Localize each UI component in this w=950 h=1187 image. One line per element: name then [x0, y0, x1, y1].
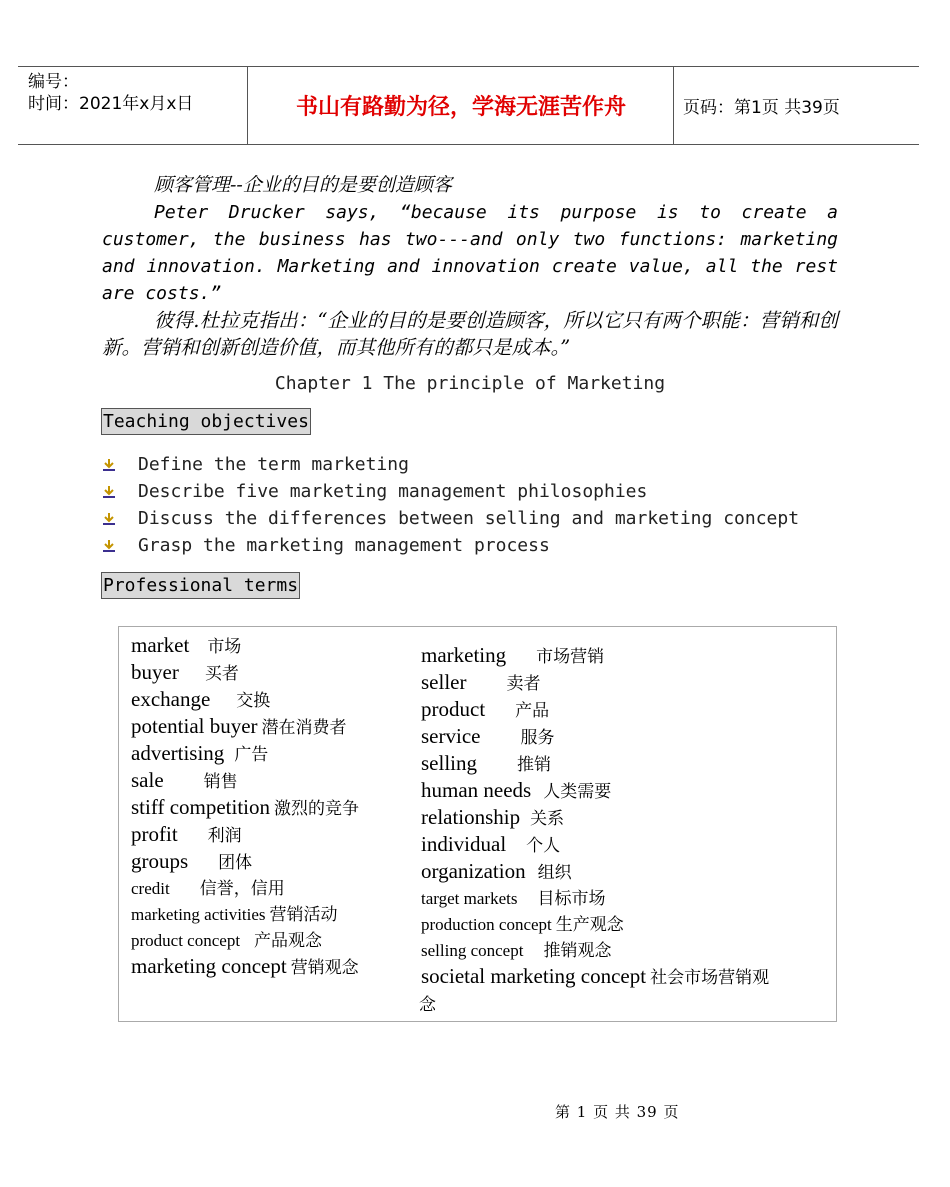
header-divider	[673, 67, 674, 144]
quote-english: Peter Drucker says, “because its purpose is to create a customer, the business has two---and only two functions: marketing and innovation. Marketing and innovation create value, all the rest are costs.”	[102, 202, 838, 304]
code-label: 编号：	[28, 72, 79, 92]
teaching-objectives-heading: Teaching objectives	[101, 408, 311, 435]
term-row	[421, 778, 769, 805]
term-chinese: 组织	[537, 863, 572, 883]
term-english: product concept	[131, 931, 241, 950]
header-page-info: 页码：第1页 共39页	[683, 98, 840, 118]
term-english: production concept	[421, 915, 552, 934]
term-english: marketing activities	[131, 905, 266, 924]
term-chinese: 激烈的竞争	[274, 799, 360, 819]
term-row	[131, 687, 359, 714]
list-item	[102, 451, 799, 478]
term-row	[421, 938, 769, 964]
term-row	[421, 697, 769, 724]
term-chinese: 交换	[236, 691, 271, 711]
header-divider	[247, 67, 248, 144]
term-english: societal marketing concept	[421, 964, 647, 988]
header-meta	[28, 71, 193, 115]
term-chinese: 产品	[515, 701, 550, 721]
term-english: groups	[131, 849, 189, 873]
term-chinese: 个人	[526, 836, 561, 856]
quote-title: 顾客管理--企业的目的是要创造顾客	[154, 174, 452, 196]
term-row	[131, 876, 359, 902]
list-item	[102, 478, 799, 505]
term-row	[421, 912, 769, 938]
objective-text: Grasp the marketing management process	[138, 535, 550, 556]
terms-table	[118, 626, 837, 1022]
term-chinese: 营销活动	[269, 905, 338, 925]
term-chinese: 推销	[517, 755, 551, 775]
term-row	[415, 991, 769, 1018]
term-english: service	[421, 724, 481, 748]
term-english: credit	[131, 879, 170, 898]
term-chinese: 卖者	[506, 674, 541, 694]
term-english: relationship	[421, 805, 521, 829]
document-header	[18, 66, 919, 145]
chapter-title: Chapter 1 The principle of Marketing	[274, 373, 666, 394]
term-english: seller	[421, 670, 467, 694]
terms-right-column	[421, 643, 769, 1018]
term-row	[421, 751, 769, 778]
term-english: exchange	[131, 687, 211, 711]
term-english: selling concept	[421, 941, 524, 960]
term-chinese: 社会市场营销观	[650, 968, 770, 988]
term-english: organization	[421, 859, 526, 883]
bullet-icon	[102, 458, 116, 472]
term-row	[131, 633, 359, 660]
term-row	[421, 724, 769, 751]
term-chinese: 服务	[520, 728, 555, 748]
term-row	[131, 849, 359, 876]
term-chinese: 利润	[207, 826, 242, 846]
term-chinese: 产品观念	[254, 931, 323, 951]
term-english: sale	[131, 768, 164, 792]
bullet-icon	[102, 485, 116, 499]
term-row	[421, 886, 769, 912]
term-english: selling	[421, 751, 477, 775]
term-english: advertising	[131, 741, 225, 765]
term-row	[131, 660, 359, 687]
term-chinese: 目标市场	[537, 889, 606, 909]
term-english: stiff competition	[131, 795, 271, 819]
term-english: profit	[131, 822, 178, 846]
term-row	[131, 902, 359, 928]
term-chinese: 市场	[207, 637, 242, 657]
list-item	[102, 505, 799, 532]
page-footer: 第 1 页 共 39 页	[555, 1103, 680, 1121]
bullet-icon	[102, 539, 116, 553]
term-english: buyer	[131, 660, 179, 684]
term-row	[131, 795, 359, 822]
term-row	[421, 832, 769, 859]
term-english: marketing concept	[131, 954, 287, 978]
term-row	[131, 954, 359, 981]
term-chinese: 潜在消费者	[261, 718, 347, 738]
term-chinese: 推销观念	[543, 941, 612, 961]
term-row	[131, 741, 359, 768]
term-english: market	[131, 633, 190, 657]
term-english: individual	[421, 832, 507, 856]
objective-text: Describe five marketing management philosophies	[138, 481, 648, 502]
term-row	[421, 643, 769, 670]
objectives-list	[102, 451, 799, 559]
term-chinese: 买者	[204, 664, 239, 684]
time-label: 时间：2021年x月x日	[28, 94, 194, 114]
term-english: target markets	[421, 889, 518, 908]
term-row	[131, 822, 359, 849]
objective-text: Discuss the differences between selling and marketing concept	[138, 508, 800, 529]
term-chinese: 念	[419, 995, 436, 1015]
term-row	[421, 859, 769, 886]
term-chinese: 信誉，信用	[199, 879, 285, 899]
header-motto: 书山有路勤为径，学海无涯苦作舟	[295, 95, 626, 120]
term-chinese: 人类需要	[543, 782, 612, 802]
term-chinese: 广告	[234, 745, 269, 765]
term-chinese: 销售	[203, 772, 238, 792]
quote-chinese: 彼得.杜拉克指出：“企业的目的是要创造顾客，所以它只有两个职能：营销和创新。营销和创新创造价值，而其他所有的都只是成本。”	[102, 309, 838, 359]
objective-text: Define the term marketing	[138, 454, 409, 475]
term-chinese: 市场营销	[536, 647, 605, 667]
term-row	[131, 928, 359, 954]
term-english: potential buyer	[131, 714, 258, 738]
term-chinese: 生产观念	[555, 915, 624, 935]
term-english: marketing	[421, 643, 507, 667]
terms-left-column	[131, 633, 359, 981]
bullet-icon	[102, 512, 116, 526]
quote-block	[102, 172, 838, 361]
term-chinese: 营销观念	[290, 958, 359, 978]
term-row	[131, 768, 359, 795]
list-item	[102, 532, 799, 559]
term-english: product	[421, 697, 486, 721]
term-english: human needs	[421, 778, 532, 802]
term-row	[421, 805, 769, 832]
term-row	[421, 670, 769, 697]
term-row	[421, 964, 769, 991]
term-chinese: 关系	[530, 809, 565, 829]
term-row	[131, 714, 359, 741]
term-chinese: 团体	[218, 853, 253, 873]
professional-terms-heading: Professional terms	[101, 572, 300, 599]
